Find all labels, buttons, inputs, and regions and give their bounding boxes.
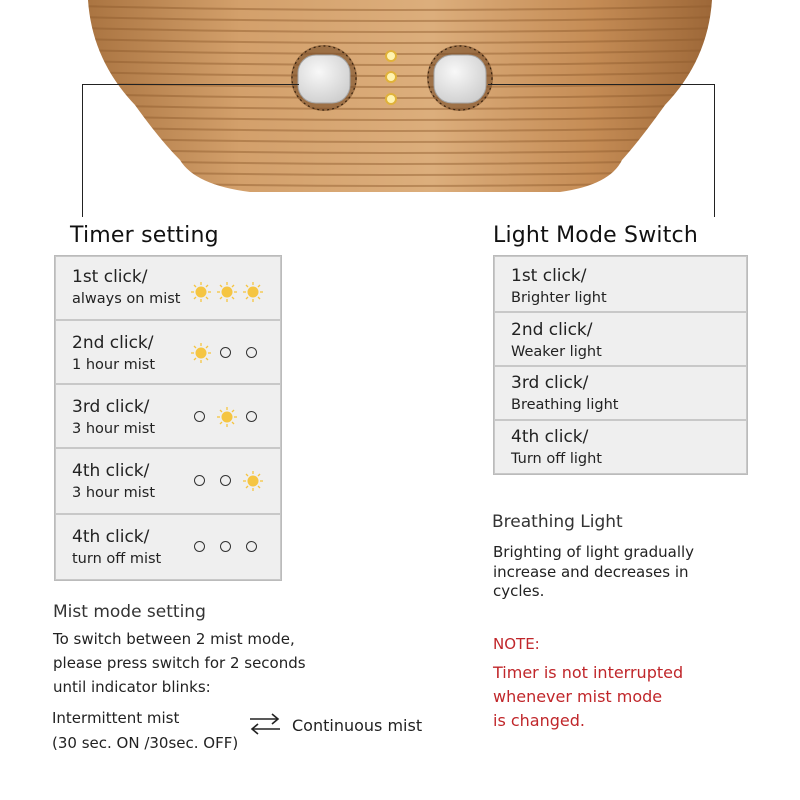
timer-row-1	[55, 256, 281, 320]
note-label: NOTE:	[493, 635, 540, 653]
swap-arrows-icon	[248, 713, 282, 735]
timer-button[interactable]	[291, 45, 357, 111]
light-off-icon	[220, 475, 231, 486]
light-row-label: 2nd click/	[511, 320, 593, 340]
timer-setting-title: Timer setting	[70, 223, 219, 248]
light-row-1	[494, 256, 747, 312]
continuous-mist-label: Continuous mist	[292, 716, 423, 735]
timer-row-label: 1st click/	[72, 267, 148, 287]
timer-row-desc: 1 hour mist	[72, 357, 156, 373]
note-line: whenever mist mode	[493, 687, 663, 706]
light-off-icon	[246, 411, 257, 422]
light-on-icon	[242, 470, 264, 492]
timer-row-label: 4th click/	[72, 527, 150, 547]
timer-row-label: 3rd click/	[72, 397, 150, 417]
light-row-4	[494, 420, 747, 474]
timer-row-desc: 3 hour mist	[72, 421, 156, 437]
timer-row-4	[55, 448, 281, 514]
light-off-icon	[194, 475, 205, 486]
light-mode-button[interactable]	[427, 45, 493, 111]
mist-mode-line: To switch between 2 mist mode,	[53, 630, 295, 648]
light-off-icon	[194, 541, 205, 552]
timer-row-label: 2nd click/	[72, 333, 154, 353]
light-on-icon	[190, 342, 212, 364]
light-off-icon	[246, 347, 257, 358]
breathing-desc-line: cycles.	[493, 582, 545, 600]
light-on-icon	[216, 406, 238, 428]
note-line: is changed.	[493, 711, 585, 730]
timer-callout-line	[82, 84, 299, 217]
light-on-icon	[242, 281, 264, 303]
light-row-2	[494, 312, 747, 366]
indicator-lights	[386, 51, 396, 104]
timer-row-label: 4th click/	[72, 461, 150, 481]
timer-row-desc: turn off mist	[72, 551, 162, 567]
intermittent-mist-label: Intermittent mist	[52, 709, 180, 727]
breathing-desc-line: Brighting of light gradually	[493, 543, 695, 561]
light-row-desc: Breathing light	[511, 397, 619, 413]
note-line: Timer is not interrupted	[493, 663, 684, 682]
light-mode-title: Light Mode Switch	[493, 223, 698, 248]
light-mode-table	[493, 255, 748, 475]
timer-table	[54, 255, 282, 581]
mist-mode-line: until indicator blinks:	[53, 678, 211, 696]
timer-row-3	[55, 384, 281, 448]
breathing-light-title: Breathing Light	[492, 512, 623, 532]
timer-row-2	[55, 320, 281, 384]
light-off-icon	[194, 411, 205, 422]
light-row-3	[494, 366, 747, 420]
light-row-desc: Brighter light	[511, 290, 607, 306]
light-off-icon	[220, 347, 231, 358]
timer-row-desc: always on mist	[72, 291, 181, 307]
light-row-label: 3rd click/	[511, 373, 589, 393]
light-row-desc: Weaker light	[511, 344, 602, 360]
breathing-desc-line: increase and decreases in	[493, 563, 689, 581]
light-off-icon	[246, 541, 257, 552]
light-on-icon	[216, 281, 238, 303]
light-off-icon	[220, 541, 231, 552]
light-on-icon	[190, 281, 212, 303]
mist-mode-line: please press switch for 2 seconds	[53, 654, 306, 672]
light-row-label: 1st click/	[511, 266, 587, 286]
light-row-label: 4th click/	[511, 427, 589, 447]
timer-row-5	[55, 514, 281, 580]
mist-mode-title: Mist mode setting	[53, 602, 206, 622]
light-row-desc: Turn off light	[511, 451, 602, 467]
timer-row-desc: 3 hour mist	[72, 485, 156, 501]
light-callout-line	[488, 84, 715, 217]
intermittent-mist-detail: (30 sec. ON /30sec. OFF)	[52, 734, 239, 752]
